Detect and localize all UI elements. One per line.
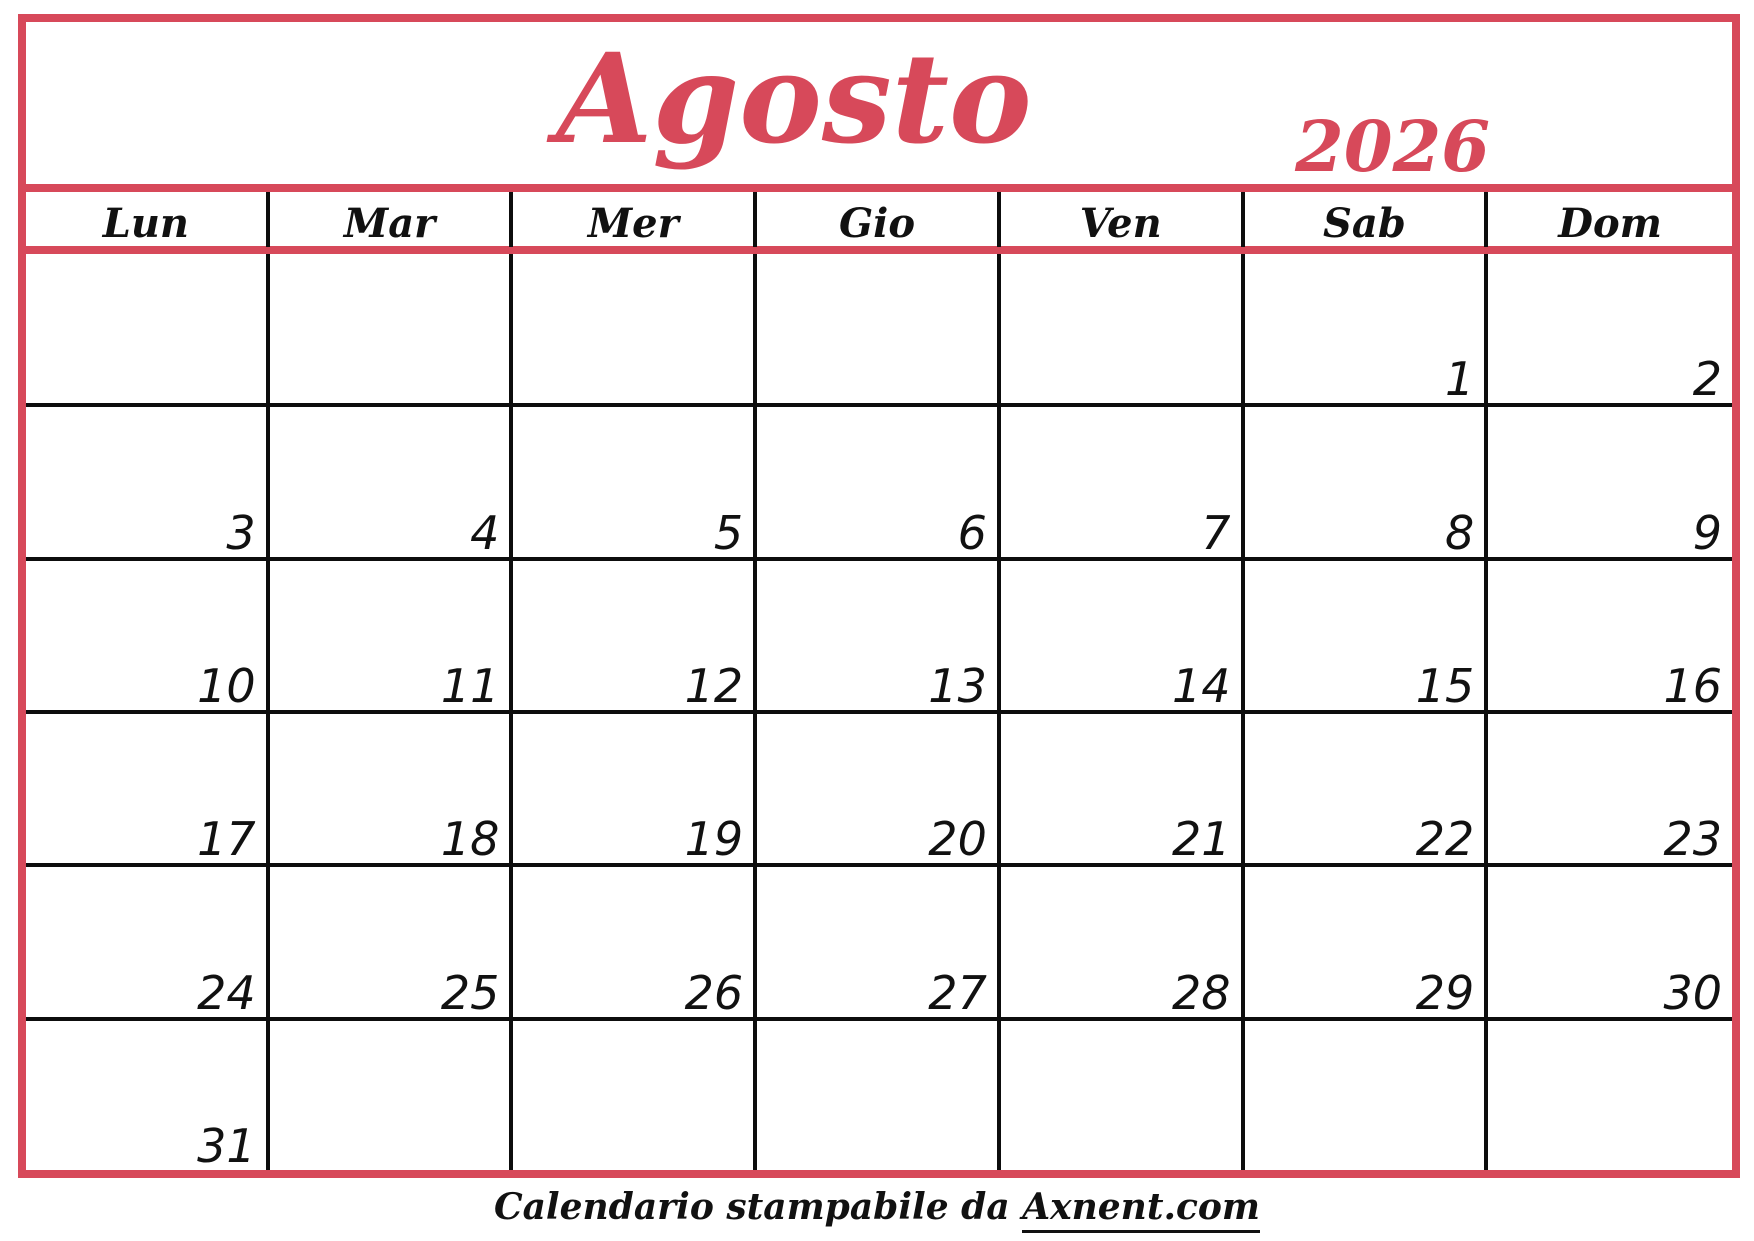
week-row (26, 867, 1732, 1020)
day-cell: 30 (1663, 965, 1722, 1020)
day-cell: 10 (26, 561, 270, 710)
title-band (26, 22, 1732, 192)
day-cell (1001, 254, 1245, 403)
footer (0, 1186, 1754, 1233)
day-cell: 3 (26, 407, 270, 556)
day-cell: 20 (757, 714, 1001, 863)
week-row (26, 407, 1732, 560)
day-cell (1001, 1021, 1245, 1170)
day-cell (513, 254, 757, 403)
day-cell: 23 (1663, 812, 1722, 867)
weekday-cell-sab: Sab (1245, 192, 1489, 247)
day-cell (757, 1021, 1001, 1170)
day-cell: 17 (26, 714, 270, 863)
calendar-frame (18, 14, 1740, 1178)
year-label: 2026 (1295, 105, 1490, 188)
day-cell (513, 1021, 757, 1170)
day-cell: 18 (270, 714, 514, 863)
weekday-cell-dom: Dom (1558, 200, 1662, 247)
weekday-cell-lun: Lun (26, 192, 270, 247)
weekday-cell-mer: Mer (513, 192, 757, 247)
day-cell (1245, 1021, 1489, 1170)
day-cell: 28 (1001, 867, 1245, 1016)
week-row (26, 1021, 1732, 1173)
day-cell (270, 1021, 514, 1170)
weekday-cell-mar: Mar (270, 192, 514, 247)
day-cell: 6 (757, 407, 1001, 556)
weekday-header-row (26, 192, 1732, 254)
weekday-cell-ven: Ven (1001, 192, 1245, 247)
day-cell: 19 (513, 714, 757, 863)
day-cell: 27 (757, 867, 1001, 1016)
day-cell: 24 (26, 867, 270, 1016)
day-cell: 4 (270, 407, 514, 556)
day-cell (26, 254, 270, 403)
day-cell: 16 (1663, 658, 1722, 713)
day-cell (757, 254, 1001, 403)
week-row (26, 254, 1732, 407)
day-cell (270, 254, 514, 403)
day-cell (1488, 1021, 1732, 1170)
day-cell: 9 (1692, 505, 1722, 560)
weekday-cell-gio: Gio (757, 192, 1001, 247)
day-cell: 12 (513, 561, 757, 710)
day-cell: 22 (1245, 714, 1489, 863)
day-cell: 5 (513, 407, 757, 556)
day-cell: 29 (1245, 867, 1489, 1016)
day-cell: 15 (1245, 561, 1489, 710)
day-cell: 8 (1245, 407, 1489, 556)
month-title: Agosto (556, 27, 1032, 172)
day-cell: 25 (270, 867, 514, 1016)
weeks-grid (26, 254, 1732, 1173)
week-row (26, 561, 1732, 714)
day-cell: 1 (1245, 254, 1489, 403)
day-cell: 13 (757, 561, 1001, 710)
day-cell: 31 (26, 1021, 270, 1170)
day-cell: 21 (1001, 714, 1245, 863)
week-row (26, 714, 1732, 867)
footer-text: Calendario stampabile da (493, 1186, 1023, 1228)
day-cell: 11 (270, 561, 514, 710)
day-cell: 7 (1001, 407, 1245, 556)
footer-link[interactable]: Axnent.com (1022, 1186, 1260, 1233)
day-cell: 26 (513, 867, 757, 1016)
day-cell: 2 (1692, 352, 1722, 407)
day-cell: 14 (1001, 561, 1245, 710)
